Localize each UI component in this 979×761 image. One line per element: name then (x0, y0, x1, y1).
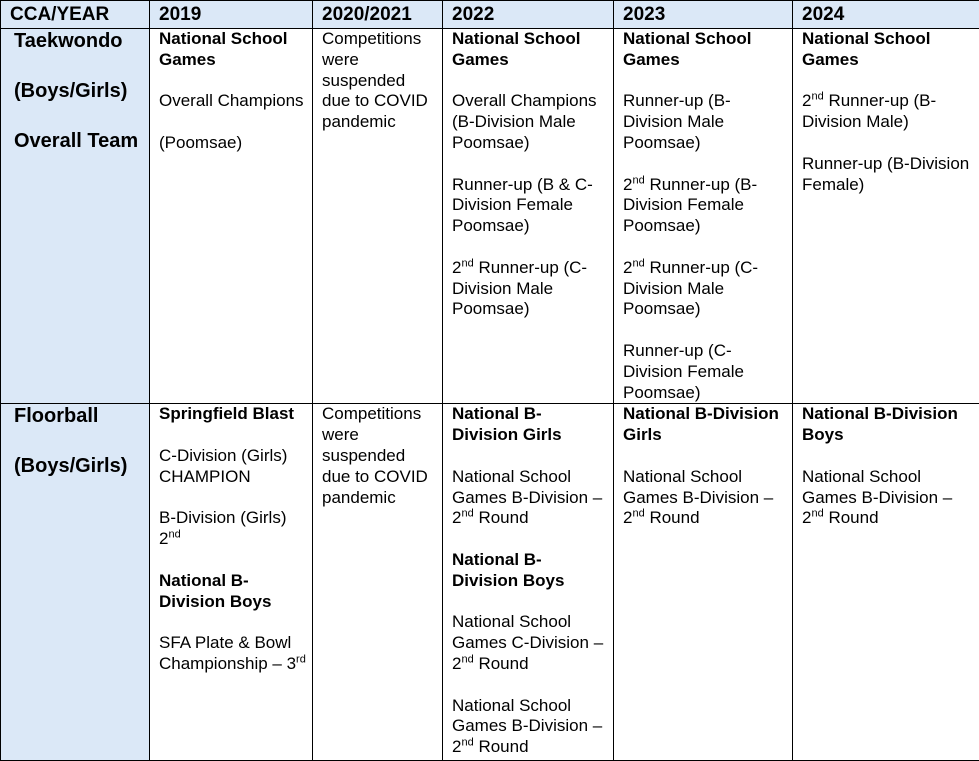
floorball-row (1, 404, 979, 761)
floorball-2022-event-1: National B-Division Girls (452, 404, 607, 446)
header-2019: 2019 (150, 1, 313, 29)
taekwondo-2022-result-2: Runner-up (B & C-Division Female Poomsae) (452, 175, 607, 237)
taekwondo-2023-result-1: Runner-up (B-Division Male Poomsae) (623, 91, 786, 153)
floorball-2019-result-3 (159, 633, 306, 675)
taekwondo-group: (Boys/Girls) (14, 79, 143, 104)
taekwondo-2023-cell (614, 29, 793, 404)
floorball-2022-result-3 (452, 696, 607, 758)
ordinal-suffix: nd (168, 528, 180, 540)
taekwondo-2024-result-2: Runner-up (B-Division Female) (802, 154, 973, 196)
floorball-2019-cell (150, 404, 313, 761)
ordinal-suffix: nd (811, 508, 823, 520)
result-text: National School Games B-Division – 2 (623, 467, 773, 528)
taekwondo-2019-cell (150, 29, 313, 404)
floorball-label-cell (1, 404, 150, 761)
taekwondo-2024-event: National School Games (802, 29, 973, 71)
taekwondo-2020-cell (313, 29, 443, 404)
ordinal-suffix: nd (632, 257, 644, 269)
ordinal-number: 2 (802, 91, 811, 110)
result-text: Runner-up (B-Division Female Poomsae) (623, 175, 757, 236)
taekwondo-team: Overall Team (14, 129, 143, 154)
ordinal-suffix: nd (811, 91, 823, 103)
floorball-2023-event-1: National B-Division Girls (623, 404, 786, 446)
taekwondo-label-cell (1, 29, 150, 404)
floorball-2020-text: Competitions were suspended due to COVID pandemic (322, 404, 436, 508)
header-2020-2021: 2020/2021 (313, 1, 443, 29)
header-row (1, 1, 979, 29)
ordinal-suffix: rd (296, 653, 306, 665)
ordinal-suffix: nd (632, 508, 644, 520)
result-text: Runner-up (C-Division Male Poomsae) (623, 258, 758, 319)
floorball-2019-result-2 (159, 508, 306, 550)
taekwondo-2024-result-1 (802, 91, 973, 133)
taekwondo-row (1, 29, 979, 404)
ordinal-number: 2 (623, 258, 632, 277)
result-text: Runner-up (B-Division Male) (802, 91, 936, 131)
floorball-2022-result-1 (452, 467, 607, 529)
taekwondo-2023-result-3 (623, 258, 786, 320)
header-2024: 2024 (793, 1, 979, 29)
header-cca-year: CCA/YEAR (1, 1, 150, 29)
floorball-2023-result-1 (623, 467, 786, 529)
floorball-2024-event-1: National B-Division Boys (802, 404, 973, 446)
floorball-2020-cell (313, 404, 443, 761)
floorball-2024-result-1 (802, 467, 973, 529)
taekwondo-2023-result-2 (623, 175, 786, 237)
floorball-2022-event-2: National B-Division Boys (452, 550, 607, 592)
result-text: Round (474, 654, 529, 673)
result-text: National School Games C-Division – 2 (452, 612, 603, 673)
floorball-name: Floorball (14, 404, 143, 429)
taekwondo-2023-event: National School Games (623, 29, 786, 71)
taekwondo-2024-cell (793, 29, 979, 404)
taekwondo-2019-result: Overall Champions (159, 91, 306, 112)
ordinal-suffix: nd (461, 257, 473, 269)
taekwondo-2019-category: (Poomsae) (159, 133, 306, 154)
ordinal-suffix: nd (461, 653, 473, 665)
taekwondo-name: Taekwondo (14, 29, 143, 54)
ordinal-suffix: nd (461, 736, 473, 748)
result-text: Round (474, 737, 529, 756)
result-text: B-Division (Girls) 2 (159, 508, 287, 548)
floorball-2019-result-1: C-Division (Girls) CHAMPION (159, 446, 306, 488)
floorball-2022-result-2 (452, 612, 607, 674)
taekwondo-2020-text: Competitions were suspended due to COVID pandemic (322, 29, 436, 133)
header-2022: 2022 (443, 1, 614, 29)
floorball-2023-cell (614, 404, 793, 761)
header-2023: 2023 (614, 1, 793, 29)
floorball-2019-event-1: Springfield Blast (159, 404, 306, 425)
taekwondo-2022-result-1: Overall Champions (B-Division Male Poomsae) (452, 91, 607, 153)
taekwondo-2022-cell (443, 29, 614, 404)
floorball-2022-cell (443, 404, 614, 761)
ordinal-suffix: nd (461, 508, 473, 520)
floorball-group: (Boys/Girls) (14, 454, 143, 479)
result-text: Runner-up (C-Division Male Poomsae) (452, 258, 587, 319)
result-text: Round (824, 508, 879, 527)
result-text: SFA Plate & Bowl Championship – 3 (159, 633, 296, 673)
taekwondo-2022-result-3 (452, 258, 607, 320)
ordinal-number: 2 (452, 258, 461, 277)
result-text: National School Games B-Division – 2 (452, 696, 602, 757)
ordinal-number: 2 (623, 175, 632, 194)
ordinal-suffix: nd (632, 174, 644, 186)
taekwondo-2023-result-4: Runner-up (C-Division Female Poomsae) (623, 341, 786, 403)
taekwondo-2022-event: National School Games (452, 29, 607, 71)
floorball-2024-cell (793, 404, 979, 761)
result-text: National School Games B-Division – 2 (452, 467, 602, 528)
result-text: Round (474, 508, 529, 527)
taekwondo-2019-event: National School Games (159, 29, 306, 71)
floorball-2019-event-2: National B-Division Boys (159, 571, 306, 613)
result-text: National School Games B-Division – 2 (802, 467, 952, 528)
result-text: Round (645, 508, 700, 527)
